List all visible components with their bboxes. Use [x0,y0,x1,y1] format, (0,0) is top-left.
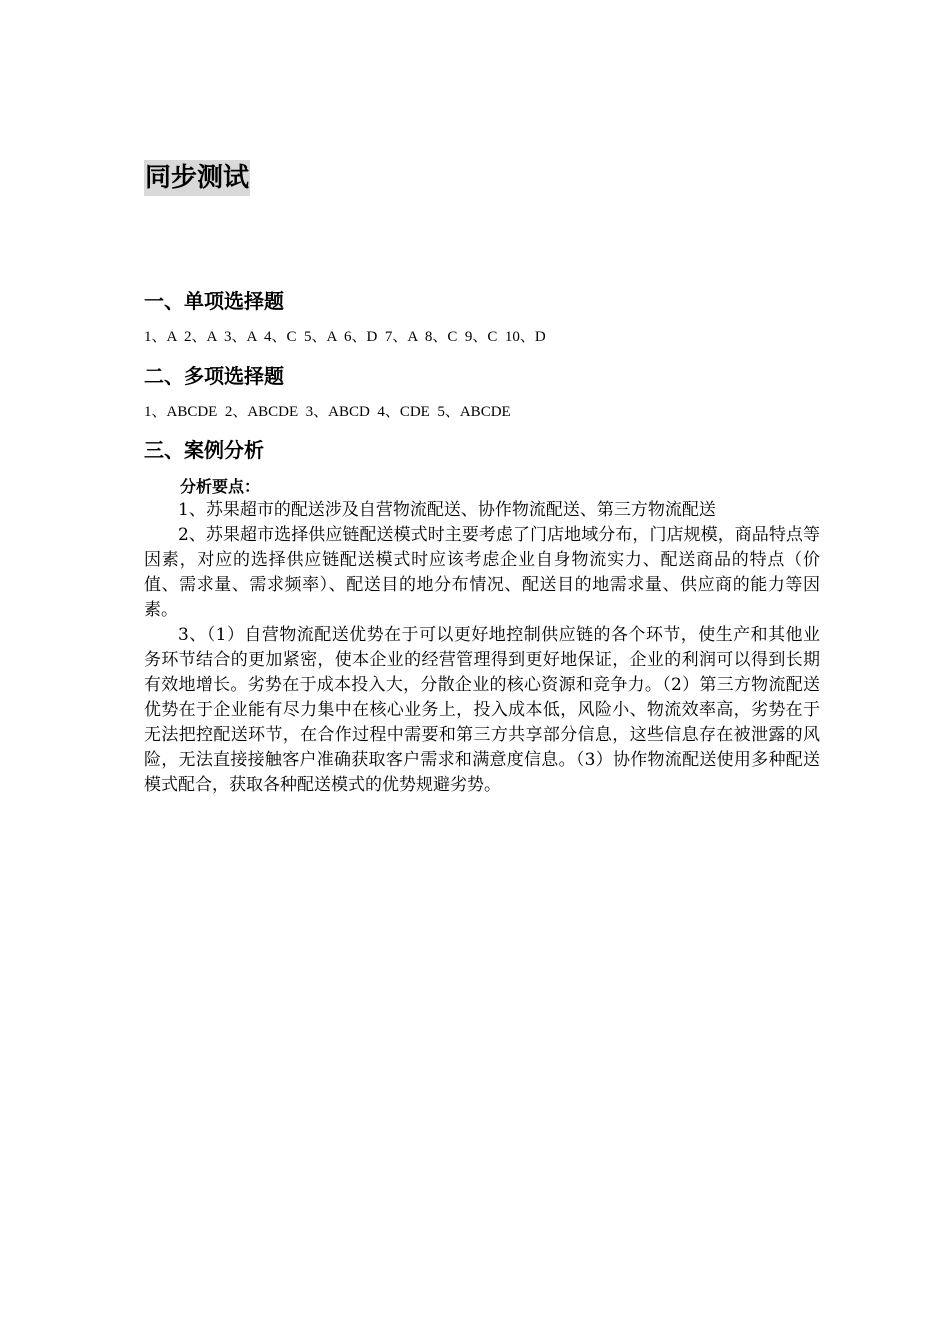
section-heading-multiple-choice: 二、多项选择题 [144,364,284,388]
analysis-paragraphs [144,498,820,798]
analysis-paragraph-3: 3、（1）自营物流配送优势在于可以更好地控制供应链的各个环节，使生产和其他业务环节结合的更加紧密，使本企业的经营管理得到更好地保证，企业的利润可以得到长期有效地增长。劣势在于成本投入大，分散企业的核心资源和竞争力。（2）第三方物流配送优势在于企业能有尽力集中在核心业务上，投入成本低，风险小、物流效率高，劣势在于无法把控配送环节，在合作过程中需要和第三方共享部分信息，这些信息存在被泄露的风险，无法直接接触客户准确获取客户需求和满意度信息。（3）协作物流配送使用多种配送模式配合，获取各种配送模式的优势规避劣势。 [144,625,820,795]
section-heading-case-analysis: 三、案例分析 [144,438,264,462]
analysis-paragraph-2: 2、苏果超市选择供应链配送模式时主要考虑了门店地域分布，门店规模，商品特点等因素，对应的选择供应链配送模式时应该考虑企业自身物流实力、配送商品的特点（价值、需求量、需求频率）、配送目的地分布情况、配送目的地需求量、供应商的能力等因素。 [144,525,820,620]
single-choice-answers: 1、A 2、A 3、A 4、C 5、A 6、D 7、A 8、C 9、C 10、D [144,329,546,345]
analysis-points-label: 分析要点： [180,477,261,496]
page-title: 同步测试 [144,160,250,196]
multiple-choice-answers: 1、ABCDE 2、ABCDE 3、ABCD 4、CDE 5、ABCDE [144,404,511,420]
section-heading-single-choice: 一、单项选择题 [144,289,284,313]
analysis-paragraph-1: 1、苏果超市的配送涉及自营物流配送、协作物流配送、第三方物流配送 [178,500,716,520]
